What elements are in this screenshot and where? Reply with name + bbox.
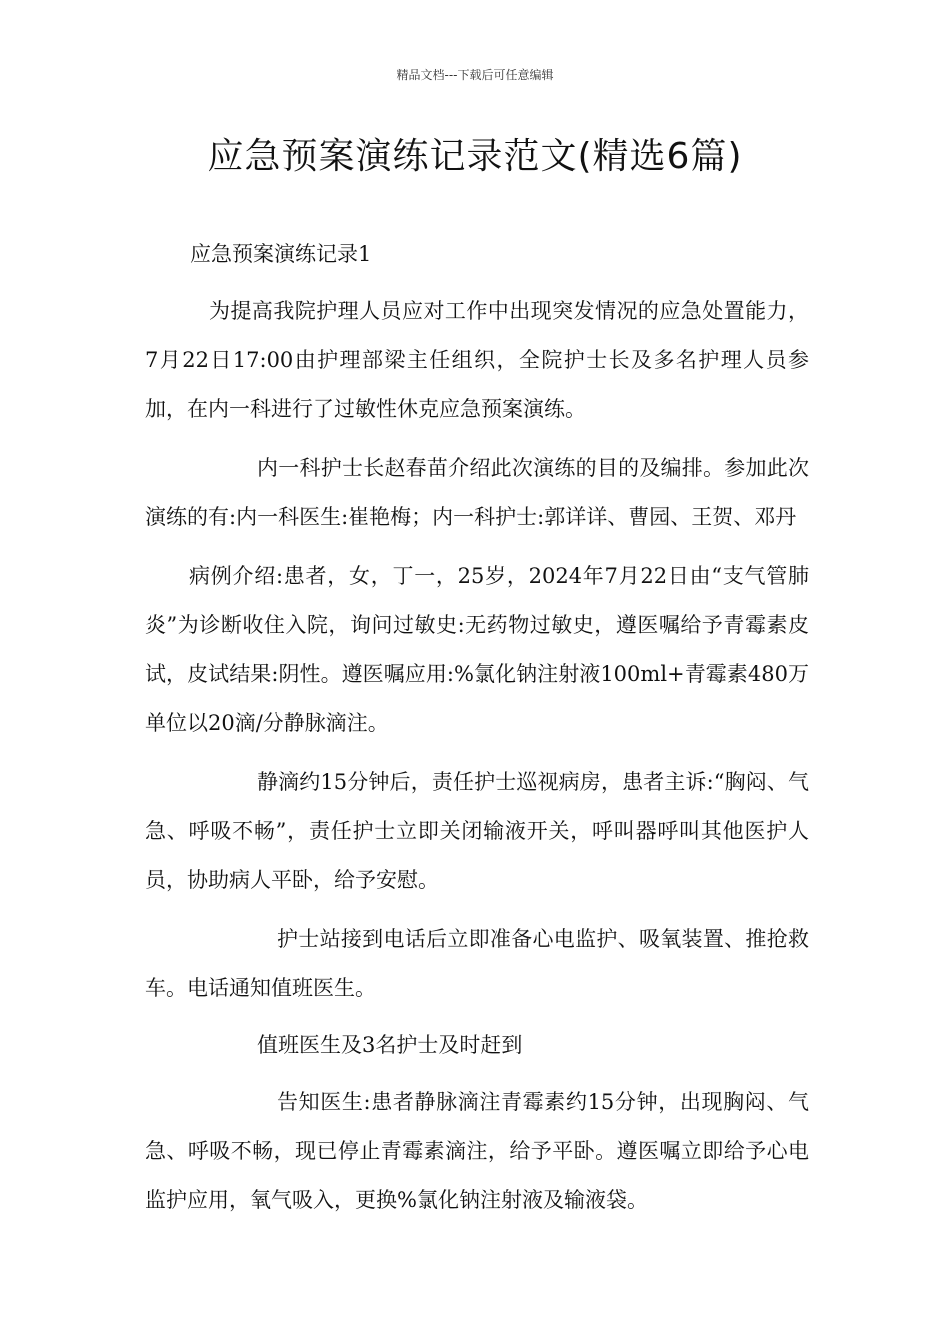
header-note: 精品文档---下载后可任意编辑: [396, 68, 554, 82]
paragraph: 告知医生:患者静脉滴注青霉素约15分钟，出现胸闷、气急、呼吸不畅，现已停止青霉素滴注，给予平卧。遵医嘱立即给予心电监护应用，氧气吸入，更换%氯化钠注射液及输液袋。: [145, 1090, 809, 1212]
paragraph: 值班医生及3名护士及时赶到: [257, 1033, 523, 1057]
paragraph: 内一科护士长赵春苗介绍此次演练的目的及编排。参加此次演练的有:内一科医生:崔艳梅；内一科护士:郭详详、曹园、王贺、邓丹: [145, 456, 809, 529]
document-body: [145, 230, 809, 1225]
paragraph: 病例介绍:患者，女，丁一，25岁，2024年7月22日由“支气管肺炎”为诊断收住入院，询问过敏史:无药物过敏史，遵医嘱给予青霉素皮试，皮试结果:阴性。遵医嘱应用:%氯化钠注射液100ml+青霉素480万单位以20滴/分静脉滴注。: [145, 564, 809, 735]
paragraph: 静滴约15分钟后，责任护士巡视病房，患者主诉:“胸闷、气急、呼吸不畅”，责任护士立即关闭输液开关，呼叫器呼叫其他医护人员，协助病人平卧，给予安慰。: [145, 770, 809, 892]
paragraph: 护士站接到电话后立即准备心电监护、吸氧装置、推抢救车。电话通知值班医生。: [145, 927, 809, 1000]
document-title: 应急预案演练记录范文(精选6篇): [207, 136, 743, 177]
paragraph: 为提高我院护理人员应对工作中出现突发情况的应急处置能力，7月22日17:00由护理部梁主任组织，全院护士长及多名护理人员参加，在内一科进行了过敏性休克应急预案演练。: [145, 299, 809, 421]
section-heading: 应急预案演练记录1: [190, 242, 372, 266]
